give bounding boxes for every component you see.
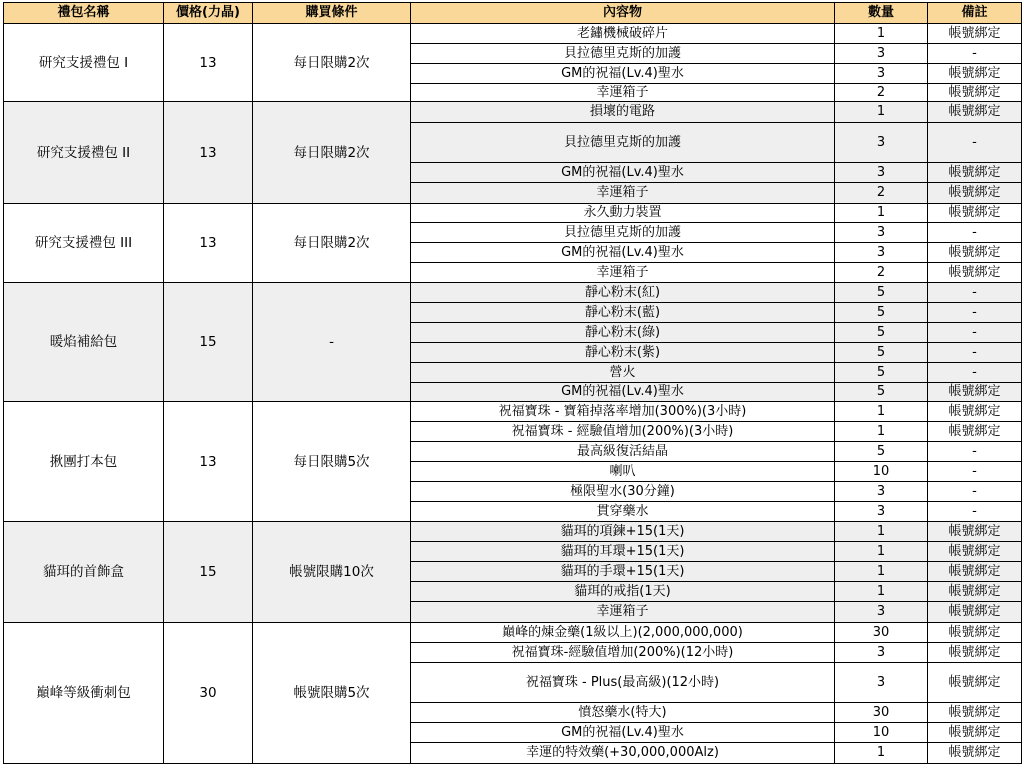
quantity-cell: 10 xyxy=(835,462,928,482)
header-package-name: 禮包名稱 xyxy=(4,3,164,24)
package-condition-cell: 每日限購2次 xyxy=(253,204,411,283)
quantity-cell: 10 xyxy=(835,723,928,743)
note-cell: - xyxy=(928,343,1022,363)
item-name-cell: 永久動力裝置 xyxy=(411,204,835,223)
table-row xyxy=(4,283,1022,303)
note-cell: - xyxy=(928,283,1022,303)
quantity-cell: 1 xyxy=(835,562,928,582)
item-name-cell: GM的祝福(Lv.4)聖水 xyxy=(411,163,835,183)
note-cell: 帳號綁定 xyxy=(928,542,1022,562)
quantity-cell: 1 xyxy=(835,102,928,123)
item-name-cell: 祝福寶珠 - Plus(最高級)(12小時) xyxy=(411,663,835,703)
quantity-cell: 1 xyxy=(835,582,928,602)
item-name-cell: 貓珥的項鍊+15(1天) xyxy=(411,522,835,542)
note-cell: - xyxy=(928,462,1022,482)
item-name-cell: 極限聖水(30分鐘) xyxy=(411,482,835,502)
note-cell: - xyxy=(928,442,1022,462)
note-cell: 帳號綁定 xyxy=(928,84,1022,102)
note-cell: - xyxy=(928,502,1022,522)
note-cell: 帳號綁定 xyxy=(928,383,1022,402)
quantity-cell: 2 xyxy=(835,263,928,283)
quantity-cell: 5 xyxy=(835,283,928,303)
item-name-cell: 貝拉德里克斯的加護 xyxy=(411,223,835,243)
note-cell: - xyxy=(928,363,1022,383)
note-cell: - xyxy=(928,44,1022,64)
note-cell: 帳號綁定 xyxy=(928,562,1022,582)
quantity-cell: 3 xyxy=(835,602,928,623)
package-price-cell: 13 xyxy=(164,402,253,522)
quantity-cell: 3 xyxy=(835,502,928,522)
item-name-cell: 貓珥的手環+15(1天) xyxy=(411,562,835,582)
note-cell: 帳號綁定 xyxy=(928,183,1022,204)
quantity-cell: 2 xyxy=(835,84,928,102)
note-cell: 帳號綁定 xyxy=(928,602,1022,623)
package-price-cell: 13 xyxy=(164,24,253,102)
table-row xyxy=(4,522,1022,542)
gift-package-table xyxy=(3,2,1022,764)
item-name-cell: GM的祝福(Lv.4)聖水 xyxy=(411,723,835,743)
package-name-cell: 揪團打本包 xyxy=(4,402,164,522)
item-name-cell: 靜心粉末(藍) xyxy=(411,303,835,323)
item-name-cell: 幸運箱子 xyxy=(411,263,835,283)
item-name-cell: 貝拉德里克斯的加護 xyxy=(411,123,835,163)
package-name-cell: 貓珥的首飾盒 xyxy=(4,522,164,623)
package-condition-cell: 每日限購5次 xyxy=(253,402,411,522)
header-quantity: 數量 xyxy=(835,3,928,24)
quantity-cell: 3 xyxy=(835,663,928,703)
item-name-cell: 祝福寶珠 - 經驗值增加(200%)(3小時) xyxy=(411,422,835,442)
note-cell: 帳號綁定 xyxy=(928,102,1022,123)
quantity-cell: 30 xyxy=(835,623,928,643)
item-name-cell: 靜心粉末(綠) xyxy=(411,323,835,343)
quantity-cell: 1 xyxy=(835,522,928,542)
header-note: 備註 xyxy=(928,3,1022,24)
item-name-cell: 貓珥的戒指(1天) xyxy=(411,582,835,602)
quantity-cell: 5 xyxy=(835,343,928,363)
quantity-cell: 1 xyxy=(835,402,928,422)
item-name-cell: 靜心粉末(紅) xyxy=(411,283,835,303)
table-row xyxy=(4,402,1022,422)
note-cell: 帳號綁定 xyxy=(928,263,1022,283)
note-cell: - xyxy=(928,223,1022,243)
package-price-cell: 15 xyxy=(164,283,253,402)
item-name-cell: GM的祝福(Lv.4)聖水 xyxy=(411,243,835,263)
item-name-cell: 靜心粉末(紫) xyxy=(411,343,835,363)
quantity-cell: 1 xyxy=(835,542,928,562)
table-row xyxy=(4,102,1022,123)
item-name-cell: 幸運箱子 xyxy=(411,602,835,623)
item-name-cell: 祝福寶珠 - 寶箱掉落率增加(300%)(3小時) xyxy=(411,402,835,422)
quantity-cell: 5 xyxy=(835,323,928,343)
note-cell: - xyxy=(928,303,1022,323)
note-cell: 帳號綁定 xyxy=(928,243,1022,263)
item-name-cell: 幸運箱子 xyxy=(411,183,835,204)
package-condition-cell: - xyxy=(253,283,411,402)
note-cell: 帳號綁定 xyxy=(928,703,1022,723)
package-name-cell: 研究支援禮包 I xyxy=(4,24,164,102)
header-price: 價格(力晶) xyxy=(164,3,253,24)
quantity-cell: 3 xyxy=(835,163,928,183)
item-name-cell: 損壞的電路 xyxy=(411,102,835,123)
package-condition-cell: 每日限購2次 xyxy=(253,102,411,204)
item-name-cell: GM的祝福(Lv.4)聖水 xyxy=(411,383,835,402)
note-cell: 帳號綁定 xyxy=(928,204,1022,223)
note-cell: 帳號綁定 xyxy=(928,402,1022,422)
item-name-cell: GM的祝福(Lv.4)聖水 xyxy=(411,64,835,84)
note-cell: - xyxy=(928,323,1022,343)
quantity-cell: 2 xyxy=(835,183,928,204)
note-cell: 帳號綁定 xyxy=(928,163,1022,183)
package-condition-cell: 每日限購2次 xyxy=(253,24,411,102)
header-purchase-condition: 購買條件 xyxy=(253,3,411,24)
quantity-cell: 1 xyxy=(835,743,928,764)
note-cell: 帳號綁定 xyxy=(928,64,1022,84)
note-cell: 帳號綁定 xyxy=(928,723,1022,743)
note-cell: 帳號綁定 xyxy=(928,643,1022,663)
item-name-cell: 祝福寶珠-經驗值增加(200%)(12小時) xyxy=(411,643,835,663)
quantity-cell: 5 xyxy=(835,303,928,323)
package-price-cell: 15 xyxy=(164,522,253,623)
quantity-cell: 5 xyxy=(835,383,928,402)
note-cell: 帳號綁定 xyxy=(928,24,1022,44)
quantity-cell: 5 xyxy=(835,442,928,462)
note-cell: 帳號綁定 xyxy=(928,743,1022,764)
header-contents: 內容物 xyxy=(411,3,835,24)
table-row xyxy=(4,24,1022,44)
quantity-cell: 1 xyxy=(835,204,928,223)
package-price-cell: 13 xyxy=(164,102,253,204)
quantity-cell: 3 xyxy=(835,64,928,84)
package-price-cell: 30 xyxy=(164,623,253,764)
quantity-cell: 3 xyxy=(835,482,928,502)
quantity-cell: 3 xyxy=(835,44,928,64)
note-cell: - xyxy=(928,123,1022,163)
table-body xyxy=(4,24,1022,764)
item-name-cell: 營火 xyxy=(411,363,835,383)
item-name-cell: 幸運的特效藥(+30,000,000Alz) xyxy=(411,743,835,764)
quantity-cell: 3 xyxy=(835,123,928,163)
package-name-cell: 暖焰補給包 xyxy=(4,283,164,402)
package-name-cell: 研究支援禮包 II xyxy=(4,102,164,204)
package-name-cell: 巔峰等級衝刺包 xyxy=(4,623,164,764)
item-name-cell: 貫穿藥水 xyxy=(411,502,835,522)
quantity-cell: 1 xyxy=(835,422,928,442)
note-cell: 帳號綁定 xyxy=(928,522,1022,542)
item-name-cell: 貝拉德里克斯的加護 xyxy=(411,44,835,64)
package-price-cell: 13 xyxy=(164,204,253,283)
item-name-cell: 貓珥的耳環+15(1天) xyxy=(411,542,835,562)
quantity-cell: 3 xyxy=(835,223,928,243)
note-cell: 帳號綁定 xyxy=(928,582,1022,602)
quantity-cell: 3 xyxy=(835,643,928,663)
item-name-cell: 喇叭 xyxy=(411,462,835,482)
quantity-cell: 1 xyxy=(835,24,928,44)
package-condition-cell: 帳號限購5次 xyxy=(253,623,411,764)
quantity-cell: 3 xyxy=(835,243,928,263)
note-cell: 帳號綁定 xyxy=(928,623,1022,643)
note-cell: - xyxy=(928,482,1022,502)
note-cell: 帳號綁定 xyxy=(928,422,1022,442)
quantity-cell: 5 xyxy=(835,363,928,383)
table-row xyxy=(4,623,1022,643)
package-condition-cell: 帳號限購10次 xyxy=(253,522,411,623)
item-name-cell: 幸運箱子 xyxy=(411,84,835,102)
package-name-cell: 研究支援禮包 III xyxy=(4,204,164,283)
item-name-cell: 最高級復活結晶 xyxy=(411,442,835,462)
item-name-cell: 憤怒藥水(特大) xyxy=(411,703,835,723)
note-cell: 帳號綁定 xyxy=(928,663,1022,703)
table-row xyxy=(4,204,1022,223)
item-name-cell: 老鏽機械破碎片 xyxy=(411,24,835,44)
item-name-cell: 巔峰的煉金藥(1級以上)(2,000,000,000) xyxy=(411,623,835,643)
quantity-cell: 30 xyxy=(835,703,928,723)
header-row xyxy=(4,3,1022,24)
